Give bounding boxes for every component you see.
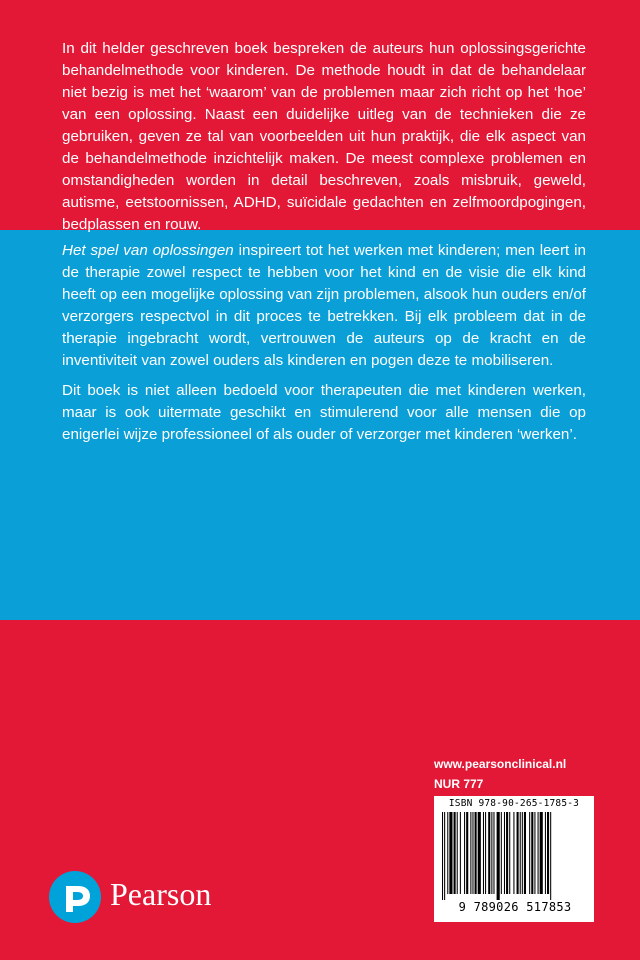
pearson-brand-name: Pearson <box>110 876 212 912</box>
barcode-icon <box>442 812 588 900</box>
paragraph-3-text: Dit boek is niet alleen bedoeld voor therapeuten die met kinderen werken, maar is ook uitermate geschikt en stimulerend voor alle mensen die op enigerlei wijze professioneel of als ouder of verzorger met kinderen ‘werken’. <box>62 382 586 443</box>
barcode-bar <box>457 812 458 894</box>
barcode-bar <box>493 812 494 894</box>
barcode-bar <box>464 812 465 894</box>
barcode-bar <box>447 812 448 894</box>
barcode-bar <box>547 812 549 894</box>
barcode-bar <box>470 812 471 894</box>
barcode-bar <box>550 812 551 900</box>
barcode-bar <box>497 812 500 900</box>
barcode-bar <box>520 812 521 894</box>
description-paragraph-1 <box>62 38 586 236</box>
paragraph-2-text <box>62 240 586 372</box>
barcode-bar <box>444 812 445 900</box>
barcode-bar <box>534 812 535 894</box>
barcode-bar <box>442 812 443 900</box>
barcode-bar <box>524 812 526 894</box>
barcode-bar <box>475 812 477 894</box>
isbn-barcode <box>434 796 594 922</box>
barcode-bar <box>483 812 484 894</box>
barcode-bar <box>454 812 456 894</box>
barcode-bar <box>545 812 546 894</box>
book-title-italic: Het spel van oplossingen <box>62 242 234 259</box>
barcode-bar <box>538 812 539 894</box>
isbn-label: ISBN 978-90-265-1785-3 <box>448 798 580 809</box>
barcode-bar <box>504 812 505 894</box>
description-paragraph-2 <box>62 240 586 372</box>
barcode-bar <box>491 812 492 894</box>
barcode-bar <box>472 812 473 894</box>
isbn-digits: 9 789026 517853 <box>458 900 572 914</box>
barcode-bar <box>522 812 523 894</box>
nur-code: NUR 777 <box>434 777 484 791</box>
barcode-bar <box>531 812 533 894</box>
barcode-bar <box>517 812 519 894</box>
barcode-bar <box>449 812 452 894</box>
barcode-bar <box>478 812 481 894</box>
barcode-bar <box>540 812 543 894</box>
publisher-website: www.pearsonclinical.nl <box>434 757 567 771</box>
barcode-bar <box>501 812 502 894</box>
barcode-bar <box>466 812 468 894</box>
barcode-bar <box>460 812 461 894</box>
barcode-bar <box>513 812 514 894</box>
barcode-bar <box>506 812 508 894</box>
paragraph-1-text: In dit helder geschreven boek bespreken de auteurs hun oplossingsgerichte behandelmethode voor kinderen. De methode houdt in dat de behandelaar niet bezig is met het ‘waarom’ van de problemen maar zich richt op het ‘hoe’ van een oplossing. Naast een duidelijke uitleg van de technieken die ze gebruiken, geven ze tal van voorbeelden uit hun praktijk, die elk aspect van de behandelmethode inzichtelijk maken. De meest complexe problemen en omstandigheden worden in detail beschreven, zoals misbruik, geweld, autisme, eetstoornissen, ADHD, suïcidale gedachten en zelfmoordpogingen, bedplassen en rouw. <box>62 40 586 233</box>
barcode-bar <box>485 812 486 894</box>
pearson-p-logo-icon <box>49 871 101 923</box>
barcode-bar <box>488 812 490 894</box>
barcode-bar <box>509 812 510 894</box>
barcode-bar <box>529 812 530 894</box>
description-paragraph-3 <box>62 380 586 446</box>
paragraph-2-rest: inspireert tot het werken met kinderen; men leert in de therapie zowel respect te hebben voor het kind en de visie die elk kind heeft op een mogelijke oplossing van zijn problemen, alsook hun ouders en/of verzorgers respectvol in dit proces te betrekken. Bij elk probleem dat in de therapie ingebracht wordt, vertrouwen de auteurs op de kracht en de inventiviteit van zowel ouders als kinderen en pogen deze te mobiliseren. <box>62 242 586 369</box>
